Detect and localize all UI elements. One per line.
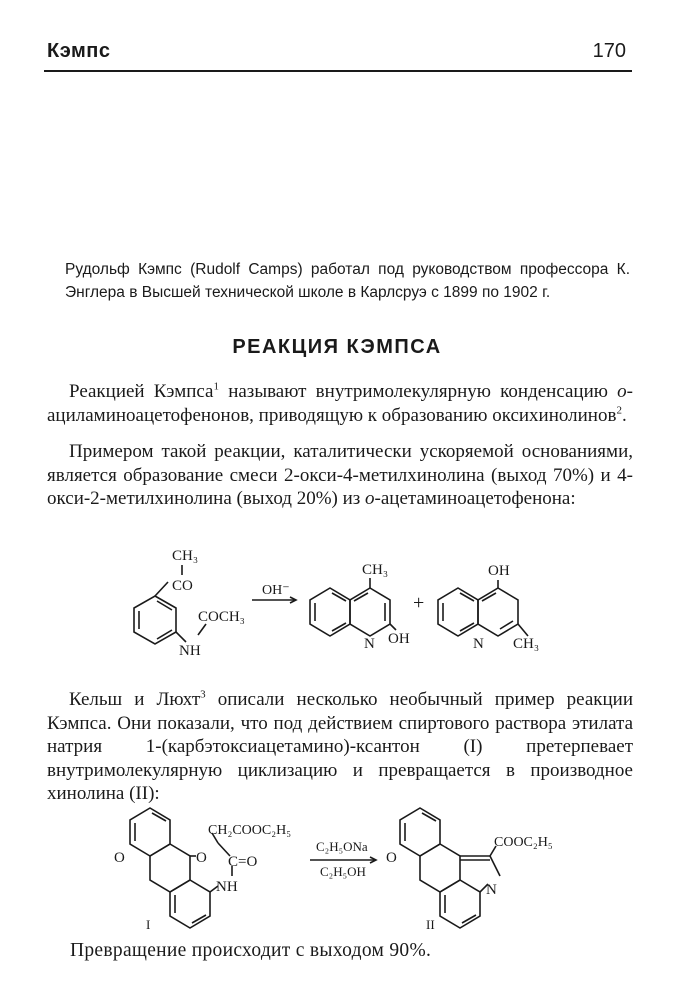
p1-text-end: . [621, 404, 627, 426]
reactant-co: CO [172, 578, 193, 594]
product2-oh: OH [488, 563, 510, 579]
reaction-scheme-1 [0, 530, 674, 670]
product2-ch3: CH₃ [513, 636, 540, 652]
p1-text-c: -ациламиноацетофенонов, приводящую к образованию оксихинолинов [47, 381, 633, 426]
p1-italic-o: о [617, 381, 627, 402]
page-number: 170 [592, 40, 626, 62]
running-title: Кэмпс [47, 40, 111, 62]
biography-note: Рудольф Кэмпс (Rudolf Camps) работал под руководством профессора К. Энглера в Высшей технической школе в Карлсруэ с 1899 по 1902 г. [65, 261, 630, 301]
reaction-reagent-oh: OH⁻ [262, 583, 290, 598]
product1-oh: OH [388, 631, 410, 647]
p1-text-b: называют внутримолекулярную конденсацию [219, 381, 618, 402]
reagent-sodium-ethoxide: C₂H₅ONa [316, 839, 368, 854]
yield-statement: Превращение происходит с выходом 90%. [70, 940, 432, 961]
reaction-scheme-2 [0, 800, 674, 935]
product-bottom-benzene [440, 880, 480, 928]
section-title: РЕАКЦИЯ КЭМПСА [232, 336, 442, 358]
footnote-ref-2: 2 [616, 404, 622, 417]
p3-text-b: описали несколько необычный пример реакции Кэмпса. Они показали, что под действием спиртового раствора этилата натрия 1-(карбэтоксиацетамино)-ксантон (I) претерпевает внутримолекулярную циклизацию и превращается в производное хинолина (II): [47, 689, 633, 804]
reactant-nh: NH [216, 879, 238, 895]
reactant-ch3: CH₃ [172, 548, 199, 564]
reactant-carbonyl-o: O [196, 850, 207, 866]
product1-n: N [364, 636, 375, 652]
p3-text-a: Кельш и Люхт [69, 689, 201, 710]
product-central-ring [420, 844, 460, 892]
reactant-coch3: COCH₃ [198, 609, 245, 625]
product-top-benzene [400, 808, 440, 856]
plus-sign: + [413, 592, 425, 614]
product2-n: N [473, 636, 484, 652]
reactant-central-ring [150, 844, 190, 892]
reactant-amide: C=O [228, 854, 258, 870]
compound-label-ii: II [426, 917, 435, 932]
product1-benzo-ring [310, 588, 350, 636]
paragraph-example [47, 440, 633, 511]
reactant-top-benzene [130, 808, 170, 856]
reactant-benzene-ring [134, 596, 176, 644]
product2-pyridine-ring [478, 588, 518, 636]
footnote-ref-1: 1 [213, 380, 219, 393]
reactant-bottom-benzene [170, 880, 210, 928]
reactant-ring-o: O [114, 850, 125, 866]
header-rule [44, 70, 632, 72]
p2-text-a: Примером такой реакции, каталитически ускоряемой основаниями, является образование смеси 2-окси-4-метилхинолина (выход 70%) и 4-окси-2-метилхинолина (выход 20%) из [47, 441, 633, 509]
product1-ch3: CH₃ [362, 562, 389, 578]
product-ring-o: O [386, 850, 397, 866]
compound-label-i: I [146, 917, 151, 932]
paragraph-kelsch-lucht [47, 688, 633, 806]
product1-pyridine-ring [350, 588, 390, 636]
product2-benzo-ring [438, 588, 478, 636]
product-n: N [486, 882, 497, 898]
footnote-ref-3: 3 [200, 688, 206, 701]
p1-text-a: Реакцией Кэмпса [69, 381, 214, 402]
reactant-nh: NH [179, 643, 201, 659]
reagent-ethanol: C₂H₅OH [320, 864, 366, 879]
paragraph-definition [47, 380, 633, 427]
reactant-side-chain: CH₂COOC₂H₅ [208, 823, 292, 838]
p2-text-b: -ацетаминоацетофенона: [374, 488, 576, 509]
product-ester: COOC₂H₅ [494, 835, 553, 850]
p2-italic-o: о [365, 488, 375, 509]
